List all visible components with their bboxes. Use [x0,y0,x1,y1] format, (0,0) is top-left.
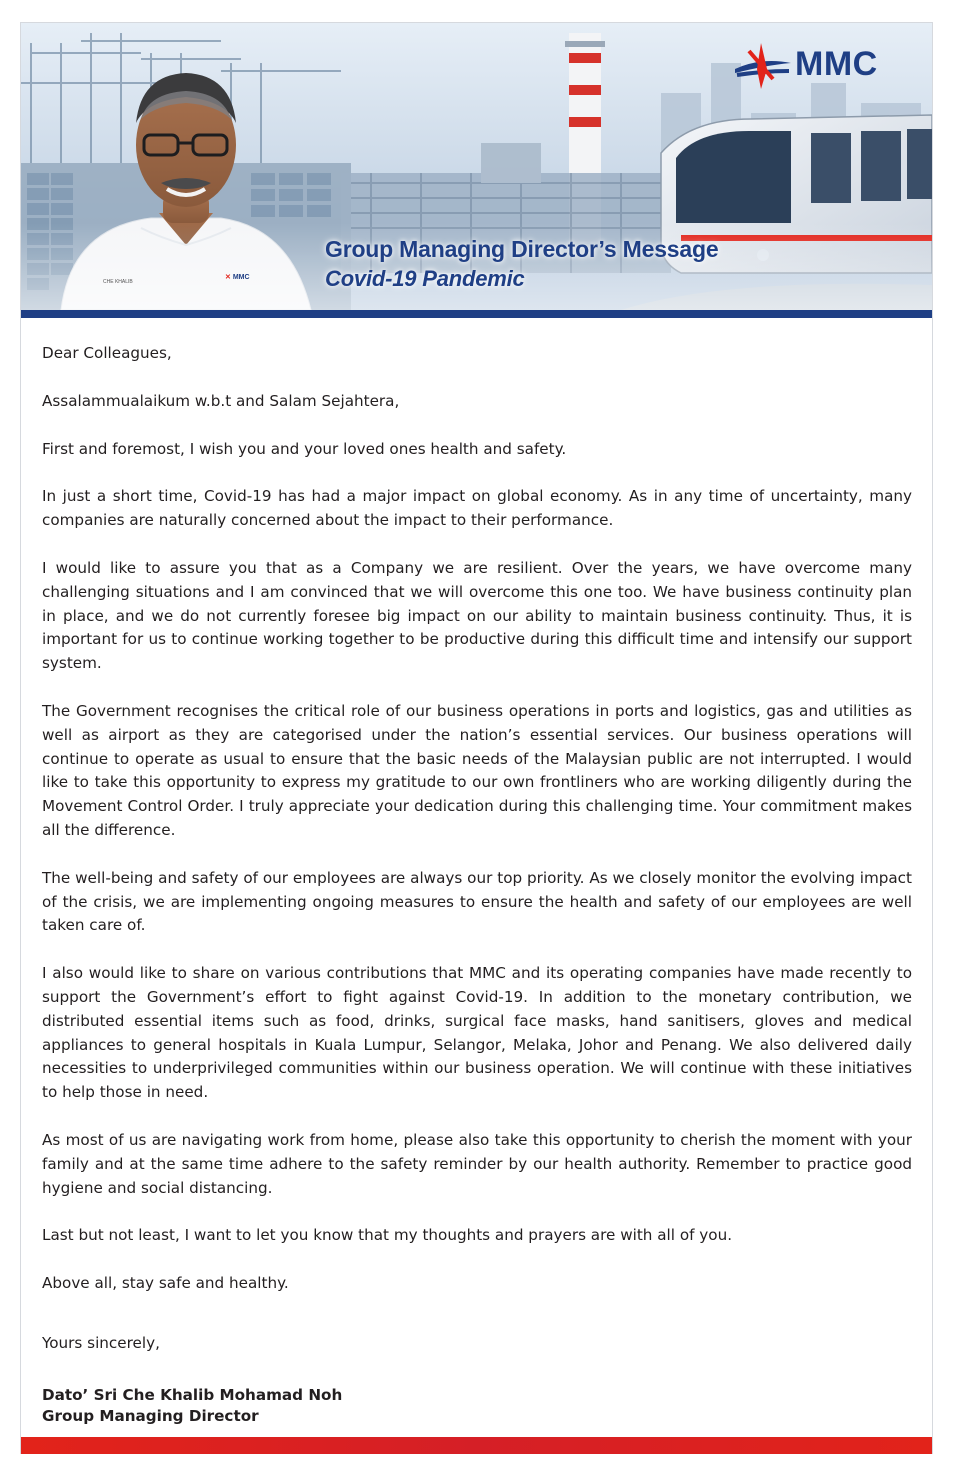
banner-subtitle: Covid-19 Pandemic [325,266,525,291]
paragraph: First and foremost, I wish you and your loved ones health and safety. [42,439,567,458]
paragraph: The well-being and safety of our employees are always our top priority. As we closely monitor the evolving impact of the crisis, we are implementing ongoing measures to ensure the health and safety of our employees are well taken care of. [42,868,912,935]
closing: Yours sincerely, [42,1333,160,1352]
mmc-logo [735,41,915,91]
shirt-logo-icon: ✕ [225,274,231,281]
mmc-logo-icon [731,39,795,93]
signature-block [42,1385,342,1427]
shirt-logo: ✕ MMC [225,274,250,281]
mmc-logo-text: MMC [795,45,878,83]
signatory-name: Dato’ Sri Che Khalib Mohamad Noh [42,1386,343,1404]
greeting: Assalammualaikum w.b.t and Salam Sejahtera, [42,391,400,410]
footer-red-bar [21,1437,932,1454]
salutation: Dear Colleagues, [42,344,172,362]
paragraph: Last but not least, I want to let you know that my thoughts and prayers are with all of you. [42,1226,733,1245]
paragraph: I also would like to share on various contributions that MMC and its operating companies have made recently to support the Government’s effort to fight against Covid-19. In addition to the monetary contribution, we distributed essential items such as food, drinks, surgical face masks, hand sanitisers, gloves and medical appliances to general hospitals in Kuala Lumpur, Selangor, Melaka, Johor and Penang. We also delivered daily necessities to underprivileged communities within our business operation. We will continue with these initiatives to help those in need. [42,964,912,1102]
banner-title: Group Managing Director’s Message [325,236,719,262]
paragraph: The Government recognises the critical role of our business operations in ports and logistics, gas and utilities as well as airport as they are categorised under the nation’s essential services. Our business operations will continue to operate as usual to ensure that the basic needs of the Malaysian public are not interrupted. I would like to take this opportunity to express my gratitude to our own frontliners who are working diligently during the Movement Control Order. I truly appreciate your dedication during this challenging time. Your commitment makes all the difference. [42,701,912,839]
header-banner [21,23,932,310]
shirt-name-tag: CHE KHALIB [103,279,133,285]
paragraph: I would like to assure you that as a Company we are resilient. Over the years, we have overcome many challenging situations and I am convinced that we will overcome this one too. We have business continuity plan in place, and we do not currently foresee big impact on our ability to maintain business continuity. Thus, it is important for us to continue working together to be productive during this difficult time and intensify our support system. [42,558,912,673]
paragraph: In just a short time, Covid-19 has had a major impact on global economy. As in any time of uncertainty, many companies are naturally concerned about the impact to their performance. [42,487,912,530]
signatory-title: Group Managing Director [42,1407,259,1425]
header-divider [21,310,932,318]
paragraph: Above all, stay safe and healthy. [42,1274,289,1293]
letter-body [42,342,912,1380]
paragraph: As most of us are navigating work from home, please also take this opportunity to cherish the moment with your family and at the same time adhere to the safety reminder by our health authority. Remember to practice good hygiene and social distancing. [42,1130,912,1197]
